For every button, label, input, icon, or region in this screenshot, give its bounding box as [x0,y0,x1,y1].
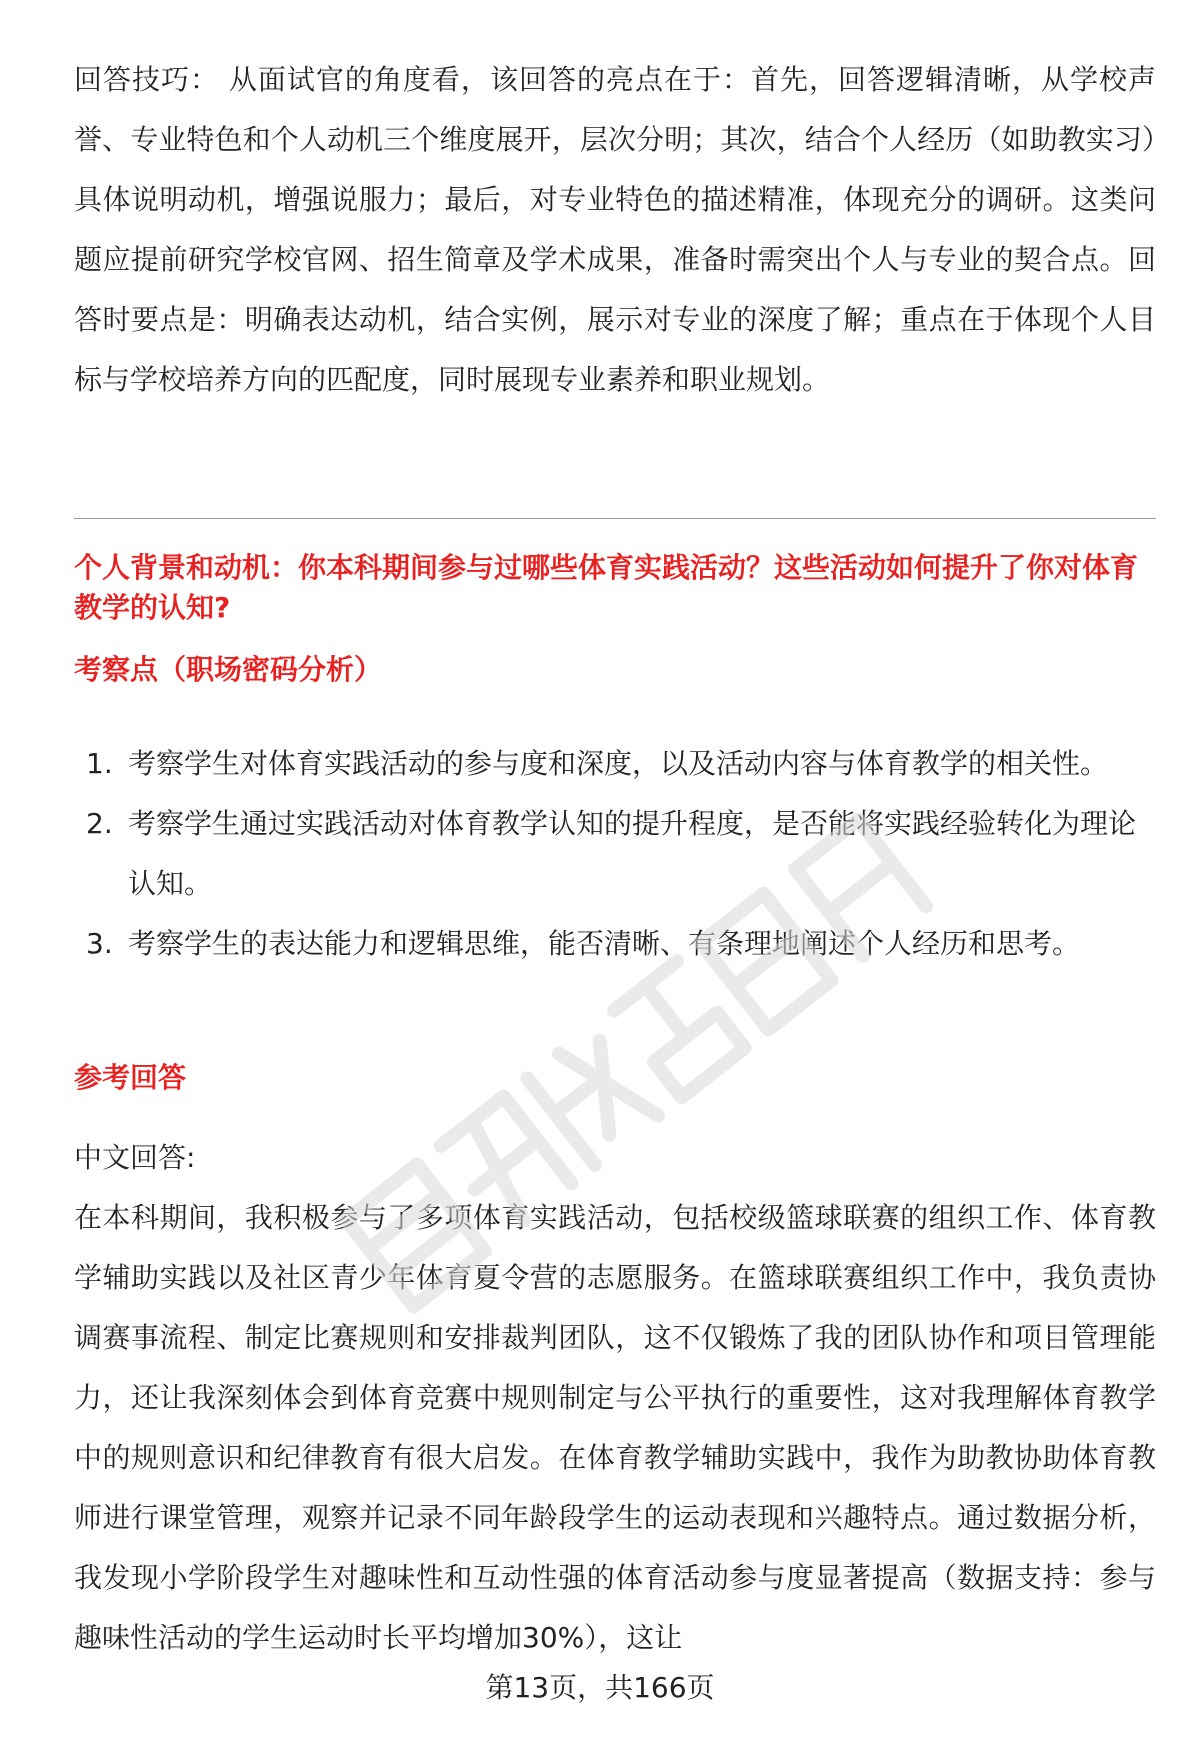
list-item [74,794,1156,914]
intro-section [74,50,1156,410]
list-item-text: 考察学生通过实践活动对体育教学认知的提升程度，是否能将实践经验转化为理论认知。 [128,807,1137,900]
list-item [74,914,1156,974]
list-number: 2. [86,807,113,840]
exam-points-heading: 考察点（职场密码分析） [74,653,383,686]
list-item-text: 考察学生的表达能力和逻辑思维，能否清晰、有条理地阐述个人经历和思考。 [128,927,1081,960]
list-item [74,734,1156,794]
section-divider [74,518,1156,519]
list-number: 1. [86,747,113,780]
exam-points-list [74,734,1156,974]
reference-answer-heading: 参考回答 [74,1061,187,1094]
chinese-answer-text: 在本科期间，我积极参与了多项体育实践活动，包括校级篮球联赛的组织工作、体育教学辅助实践以及社区青少年体育夏令营的志愿服务。在篮球联赛组织工作中，我负责协调赛事流程、制定比赛规则和安排裁判团队，这不仅锻炼了我的团队协作和项目管理能力，还让我深刻体会到体育竞赛中规则制定与公平执行的重要性，这对我理解体育教学中的规则意识和纪律教育有很大启发。在体育教学辅助实践中，我作为助教协助体育教师进行课堂管理，观察并记录不同年龄段学生的运动表现和兴趣特点。通过数据分析，我发现小学阶段学生对趣味性和互动性强的体育活动参与度显著提高（数据支持：参与趣味性活动的学生运动时长平均增加30%），这让 [74,1201,1156,1654]
chinese-answer-label: 中文回答: [74,1141,196,1174]
list-number: 3. [86,927,113,960]
page-footer: 第13页，共166页 [485,1671,715,1704]
question-title: 个人背景和动机：你本科期间参与过哪些体育实践活动？这些活动如何提升了你对体育教学的认知? [74,551,1139,624]
reference-answer-block [74,1128,1156,1668]
list-item-text: 考察学生对体育实践活动的参与度和深度，以及活动内容与体育教学的相关性。 [128,747,1109,780]
answer-tips-paragraph: 回答技巧： 从面试官的角度看，该回答的亮点在于：首先，回答逻辑清晰，从学校声誉、专业特色和个人动机三个维度展开，层次分明；其次，结合个人经历（如助教实习）具体说明动机，增强说服力；最后，对专业特色的描述精准，体现充分的调研。这类问题应提前研究学校官网、招生简章及学术成果，准备时需突出个人与专业的契合点。回答时要点是：明确表达动机，结合实例，展示对专业的深度了解；重点在于体现个人目标与学校培养方向的匹配度，同时展现专业素养和职业规划。 [74,63,1156,396]
